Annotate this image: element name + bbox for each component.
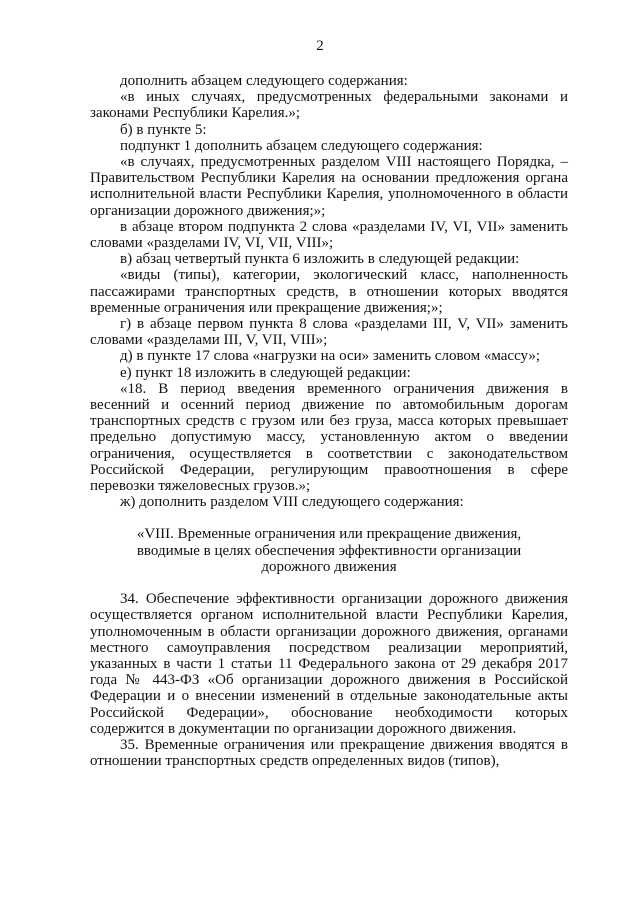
paragraph: ж) дополнить разделом VIII следующего содержания: bbox=[120, 494, 464, 511]
document-body bbox=[90, 73, 568, 769]
paragraph: «виды (типы), категории, экологический класс, наполненность пассажирами транспортных средств, в отношении которых вводятся временные ограничения или прекращение движения;»; bbox=[90, 267, 568, 316]
spacer bbox=[90, 575, 568, 591]
paragraph: «в иных случаях, предусмотренных федеральными законами и законами Республики Карелия.»; bbox=[90, 89, 568, 122]
paragraph: 34. Обеспечение эффективности организации дорожного движения осуществляется органом исполнительной власти Республики Карелия, уполномоченным в области организации дорожного движения, органами местного самоуправления посредством реализации мероприятий, указанных в части 1 статьи 11 Федерального закона от 29 декабря 2017 года № 443-ФЗ «Об организации дорожного движения в Российской Федерации и о внесении изменений в отдельные законодательные акты Российской Федерации», обоснование необходимости которых содержится в документации по организации дорожного движения. bbox=[90, 591, 568, 737]
paragraph: «18. В период введения временного ограничения движения в весенний и осенний период движение по автомобильным дорогам транспортных средств с грузом или без груза, масса которых превышает предельно допустимую массу, установленную актом о введении ограничения, осуществляется в соответствии с законодательством Российской Федерации, регулирующим правоотношения в сфере перевозки тяжеловесных грузов.»; bbox=[90, 380, 568, 495]
spacer bbox=[90, 510, 568, 526]
paragraph: в) абзац четвертый пункта 6 изложить в следующей редакции: bbox=[120, 251, 520, 268]
paragraph: дополнить абзацем следующего содержания: bbox=[120, 73, 408, 89]
paragraph: в абзаце втором подпункта 2 слова «разделами IV, VI, VII» заменить словами «разделами IV, VI, VII, VIII»; bbox=[90, 218, 568, 252]
paragraph: «в случаях, предусмотренных разделом VIII настоящего Порядка, – Правительством Республики Карелия на основании предложения органа исполнительной власти Республики Карелия, уполномоченного в области организации дорожного движения;»; bbox=[90, 154, 568, 219]
paragraph: б) в пункте 5: bbox=[120, 121, 207, 138]
paragraph: д) в пункте 17 слова «нагрузки на оси» заменить словом «массу»; bbox=[120, 348, 541, 365]
section-heading: «VIII. Временные ограничения или прекращение движения, вводимые в целях обеспечения эффективности организации дорожного движения bbox=[136, 526, 522, 575]
paragraph: г) в абзаце первом пункта 8 слова «разделами III, V, VII» заменить словами «разделами III, V, VII, VIII»; bbox=[90, 316, 568, 349]
paragraph: 35. Временные ограничения или прекращение движения вводятся в отношении транспортных средств определенных видов (типов), bbox=[90, 736, 568, 770]
paragraph: е) пункт 18 изложить в следующей редакции: bbox=[120, 364, 411, 381]
paragraph: подпункт 1 дополнить абзацем следующего содержания: bbox=[120, 137, 483, 154]
page-number: 2 bbox=[316, 38, 324, 54]
